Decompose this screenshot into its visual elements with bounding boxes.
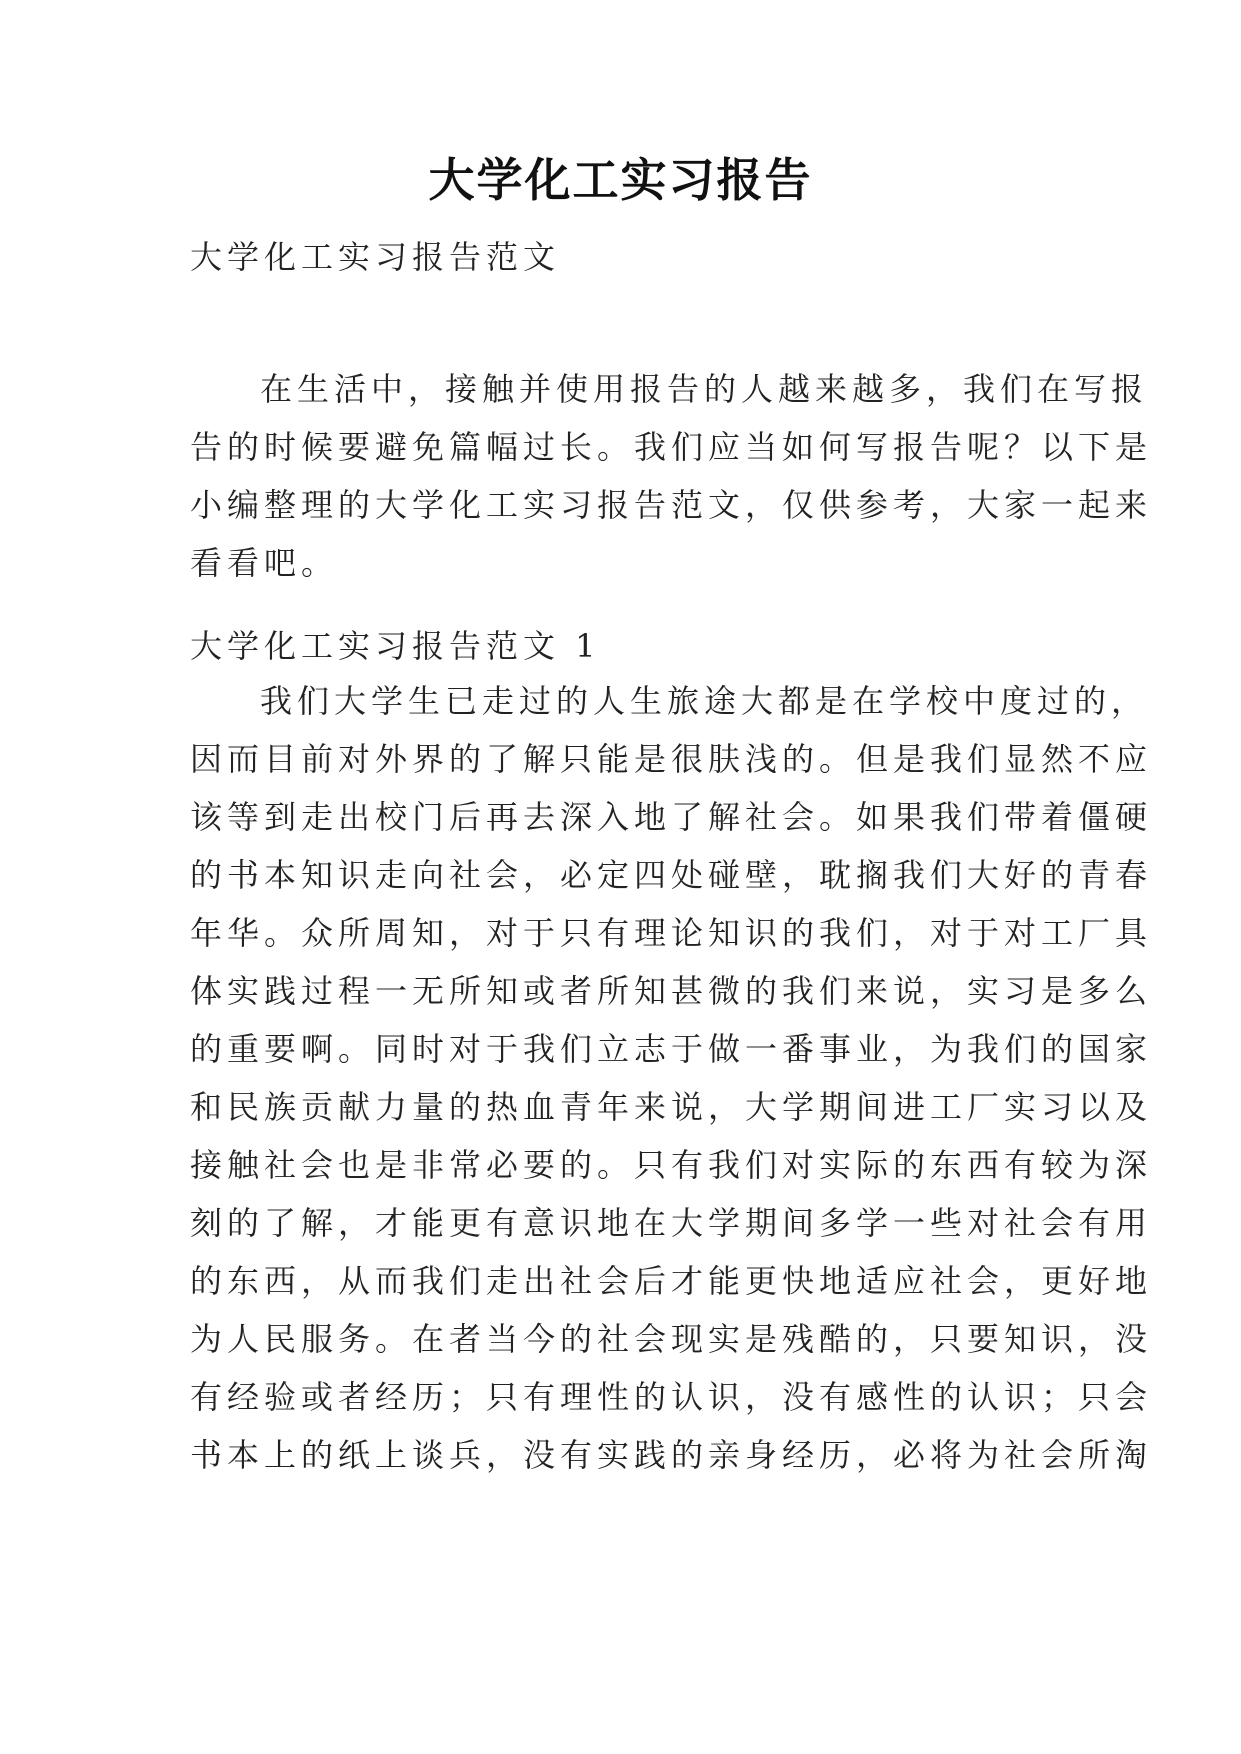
body-line: 的东西，从而我们走出社会后才能更快地适应社会，更好地 [190, 1262, 1153, 1300]
body-line: 的书本知识走向社会，必定四处碰壁，耽搁我们大好的青春 [190, 856, 1153, 894]
intro-paragraph [190, 360, 1153, 592]
document-title: 大学化工实习报告 [428, 153, 813, 207]
body-line: 因而目前对外界的了解只能是很肤浅的。但是我们显然不应 [190, 740, 1153, 778]
body-line: 年华。众所周知，对于只有理论知识的我们，对于对工厂具 [190, 914, 1153, 952]
body-line: 我们大学生已走过的人生旅途大都是在学校中度过的， [260, 682, 1149, 720]
body-line: 书本上的纸上谈兵，没有实践的亲身经历，必将为社会所淘 [190, 1436, 1153, 1474]
body-line: 体实践过程一无所知或者所知甚微的我们来说，实习是多么 [190, 972, 1153, 1010]
section-heading: 大学化工实习报告范文 1 [190, 627, 601, 665]
intro-line: 小编整理的大学化工实习报告范文，仅供参考，大家一起来 [190, 486, 1153, 524]
body-line: 和民族贡献力量的热血青年来说，大学期间进工厂实习以及 [190, 1088, 1153, 1126]
body-line: 有经验或者经历；只有理性的认识，没有感性的认识；只会 [190, 1378, 1153, 1416]
intro-line: 在生活中，接触并使用报告的人越来越多，我们在写报 [260, 370, 1149, 408]
intro-line: 看看吧。 [190, 544, 339, 582]
body-line: 接触社会也是非常必要的。只有我们对实际的东西有较为深 [190, 1146, 1153, 1184]
body-line: 为人民服务。在者当今的社会现实是残酷的，只要知识，没 [190, 1320, 1153, 1358]
intro-line: 告的时候要避免篇幅过长。我们应当如何写报告呢？以下是 [190, 428, 1153, 466]
body-paragraph [190, 672, 1153, 1484]
subtitle: 大学化工实习报告范文 [190, 238, 561, 276]
body-line: 刻的了解，才能更有意识地在大学期间多学一些对社会有用 [190, 1204, 1153, 1242]
body-line: 的重要啊。同时对于我们立志于做一番事业，为我们的国家 [190, 1030, 1153, 1068]
body-line: 该等到走出校门后再去深入地了解社会。如果我们带着僵硬 [190, 798, 1153, 836]
